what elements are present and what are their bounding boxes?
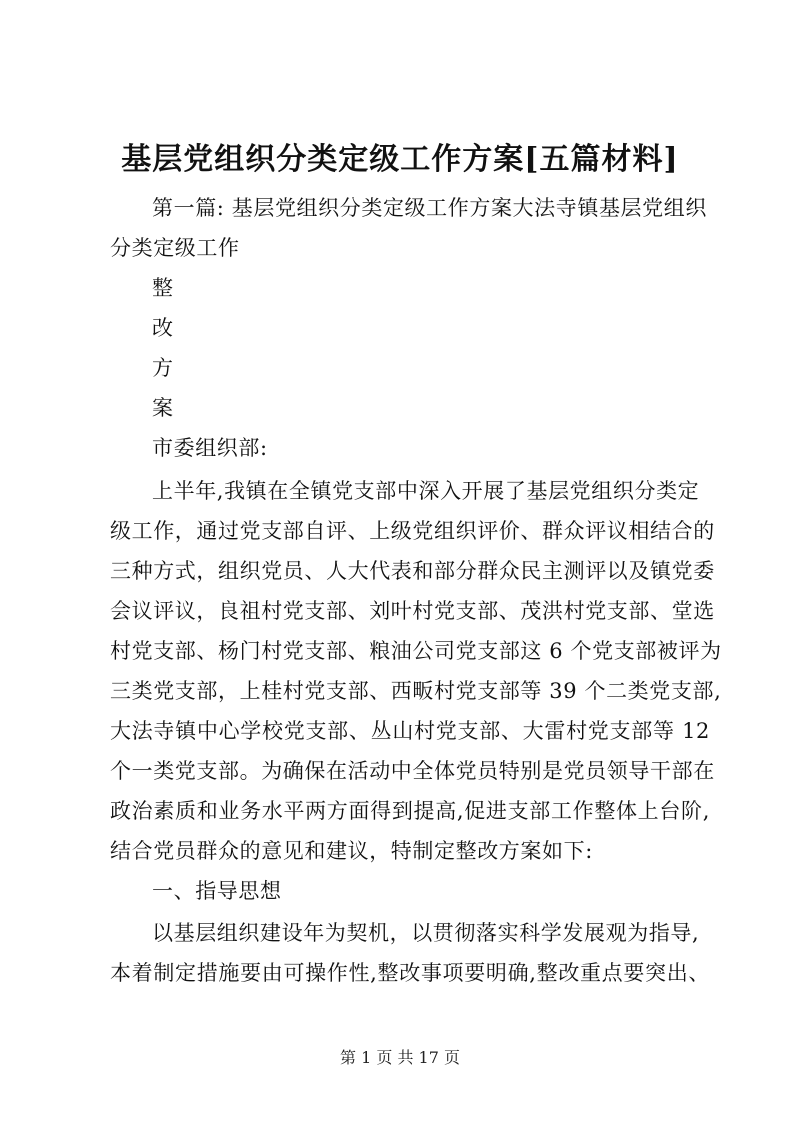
paragraph-line: 本着制定措施要由可操作性,整改事项要明确,整改重点要突出、: [110, 961, 710, 985]
paragraph-line: 方: [152, 356, 174, 380]
paragraph-line: 上半年,我镇在全镇党支部中深入开展了基层党组织分类定: [152, 479, 700, 503]
paragraph-line: 改: [152, 316, 174, 340]
paragraph-line: 结合党员群众的意见和建议，特制定整改方案如下:: [110, 839, 593, 863]
paragraph-line: 个一类党支部。为确保在活动中全体党员特别是党员领导干部在: [110, 759, 715, 783]
document-title: 基层党组织分类定级工作方案[五篇材料]: [121, 142, 679, 177]
paragraph-line: 市委组织部:: [152, 436, 268, 460]
paragraph-line: 第一篇: 基层党组织分类定级工作方案大法寺镇基层党组织: [152, 196, 707, 220]
page-footer: 第 1 页 共 17 页: [340, 1048, 460, 1067]
paragraph-line: 分类定级工作: [110, 236, 240, 260]
paragraph-line: 以基层组织建设年为契机，以贯彻落实科学发展观为指导,: [152, 921, 700, 945]
paragraph-line: 政治素质和业务水平两方面得到提高,促进支部工作整体上台阶,: [110, 799, 710, 823]
paragraph-line: 会议评议，良祖村党支部、刘叶村党支部、茂洪村党支部、堂选: [110, 599, 715, 623]
paragraph-line: 级工作，通过党支部自评、上级党组织评价、群众评议相结合的: [110, 519, 715, 543]
paragraph-line: 三种方式，组织党员、人大代表和部分群众民主测评以及镇党委: [110, 559, 715, 583]
section-heading: 一、指导思想: [152, 879, 282, 903]
paragraph-line: 大法寺镇中心学校党支部、丛山村党支部、大雷村党支部等 12: [110, 719, 710, 743]
paragraph-line: 村党支部、杨门村党支部、粮油公司党支部这 6 个党支部被评为: [110, 639, 722, 663]
paragraph-line: 整: [152, 276, 174, 300]
paragraph-line: 三类党支部，上桂村党支部、西畈村党支部等 39 个二类党支部,: [110, 679, 722, 703]
paragraph-line: 案: [152, 396, 174, 420]
